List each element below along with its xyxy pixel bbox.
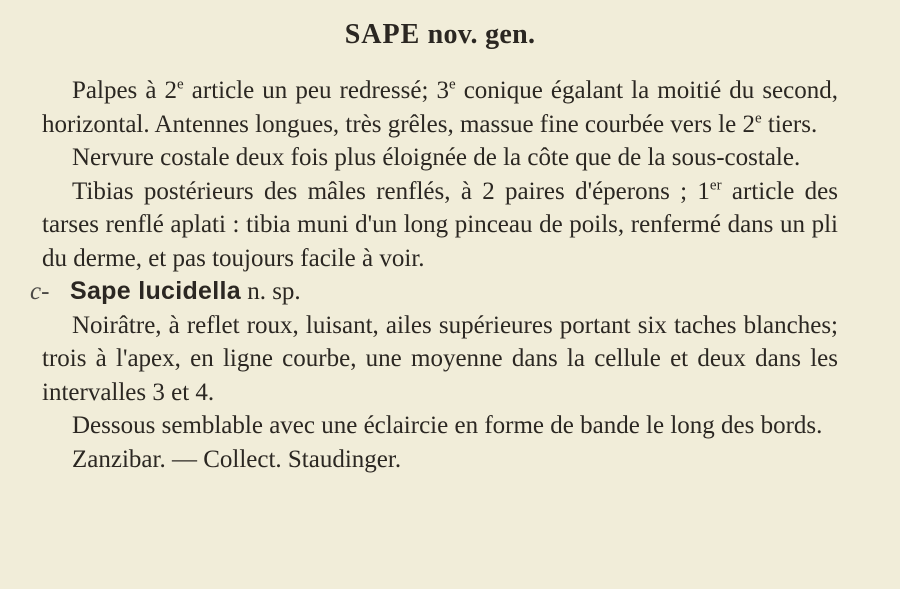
- genus-heading: [42, 18, 838, 52]
- superscript: e: [448, 76, 456, 93]
- text-run: article un peu redressé; 3: [183, 77, 449, 104]
- genus-paragraph-tibias: [42, 175, 838, 276]
- species-heading: [30, 275, 838, 309]
- genus-name: SAPE: [344, 19, 421, 50]
- genus-paragraph-palpes: [42, 74, 838, 141]
- text-run: tiers.: [761, 110, 818, 138]
- species-paragraph-description: Noirâtre, à reflet roux, luisant, ailes supérieures portant six taches blanches; trois à l'apex, en ligne courbe, une moyenne dans la cellule et deux dans les intervalles 3 et 4.: [42, 311, 838, 406]
- handwritten-margin-mark: c-: [30, 278, 50, 305]
- species-paragraph-underside: Dessous semblable avec une éclaircie en forme de bande le long des bords.: [72, 412, 823, 439]
- superscript: er: [709, 177, 722, 194]
- genus-suffix: nov. gen.: [427, 19, 536, 50]
- text-run: conique égalant la moitié du second, horizontal. Antennes longues, très grêles, massue fine courbée vers le 2: [42, 77, 838, 138]
- species-name: Sape lucidella: [70, 277, 241, 305]
- text-run: article des tarses renflé aplati : tibia muni d'un long pinceau de poils, renfermé dans un pli du derme, et pas toujours facile à voir.: [42, 177, 838, 272]
- superscript: e: [177, 76, 184, 93]
- genus-paragraph-nervure: Nervure costale deux fois plus éloignée de la côte que de la sous-costale.: [72, 144, 801, 171]
- species-suffix: n. sp.: [240, 278, 301, 305]
- superscript: e: [754, 110, 762, 127]
- species-locality: Zanzibar. — Collect. Staudinger.: [72, 445, 402, 473]
- text-run: Tibias postérieurs des mâles renflés, à 2 paires d'éperons ; 1: [72, 177, 710, 205]
- text-run: Palpes à 2: [72, 77, 178, 104]
